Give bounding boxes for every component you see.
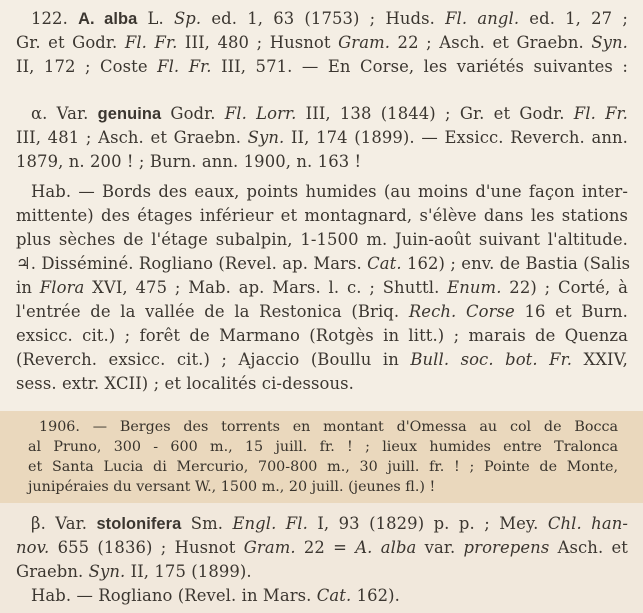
ref-italic: Fl. Fr. [124, 33, 178, 52]
text-run: 655 (1836) ; Husnot [49, 538, 244, 557]
text-run: II, 175 (1899). [125, 562, 252, 581]
ref-italic: Bull. soc. bot. Fr. [410, 350, 573, 369]
stolonifera-line-1 [31, 513, 628, 535]
ref-italic: Fl. Lorr. [224, 104, 297, 123]
note-line-1: 1906. — Berges des torrents en montant d'Omessa au col de Bocca [39, 419, 618, 435]
variety-name: stolonifera [96, 515, 182, 533]
text-run: L. [137, 9, 174, 28]
habitat-line-5 [16, 277, 628, 299]
note-line-3: et Santa Lucia di Mercurio, 700-800 m., 30 juill. fr. ! ; Pointe de Monte, [28, 459, 618, 475]
entry-line-1 [31, 8, 628, 30]
stolonifera-line-2 [16, 537, 628, 559]
text-run: ed. 1, 63 (1753) ; Huds. [201, 9, 446, 28]
text-run: Graebn. [16, 562, 89, 581]
text-run: XVI, 475 ; Mab. ap. Mars. l. c. ; Shuttl. [84, 278, 448, 297]
stolonifera-line-3 [16, 561, 252, 583]
habitat-line-7: exsicc. cit.) ; forêt de Marmano (Rotgès in litt.) ; marais de Quenza [16, 326, 628, 345]
habitat-line-9: sess. extr. XCII) ; et localités ci-dessous. [16, 374, 354, 393]
ref-italic: Syn. [88, 562, 126, 581]
species-name: A. alba [78, 10, 138, 28]
ref-italic: Engl. Fl. [232, 514, 308, 533]
ref-italic: Gram. [243, 538, 296, 557]
text-run: XXIV, [572, 350, 628, 369]
habitat-line-8 [16, 349, 628, 371]
note-line-2: al Pruno, 300 - 600 m., 15 juill. fr. ! ; lieux humides entre Tralonca [28, 439, 618, 455]
genuina-line-2 [16, 127, 628, 149]
text-run: 22) ; Corté, à [501, 278, 628, 297]
ref-italic: Chl. han- [547, 514, 628, 533]
ref-italic: Syn. [247, 128, 285, 147]
ref-italic: Rech. Corse [408, 302, 515, 321]
ref-italic: Fl. Fr. [573, 104, 628, 123]
text-run: III, 138 (1844) ; Gr. et Godr. [296, 104, 574, 123]
text-run: I, 93 (1829) p. p. ; Mey. [307, 514, 548, 533]
ref-italic: Sp. [173, 9, 202, 28]
text-run: 22 = [295, 538, 356, 557]
text-run: ed. 1, 27 ; [519, 9, 628, 28]
text-run: (Reverch. exsicc. cit.) ; Ajaccio (Boullu in [16, 350, 411, 369]
ref-italic: Fl. Fr. [157, 57, 212, 76]
ref-italic: A. alba [355, 538, 417, 557]
text-run: 162) ; env. de Bastia (Salis [401, 254, 631, 273]
ref-italic: Syn. [591, 33, 628, 52]
text-run: III, 481 ; Asch. et Graebn. [16, 128, 248, 147]
entry-line-2 [16, 32, 628, 54]
entry-number: 122. [31, 9, 68, 28]
habitat-line-1: Hab. — Bords des eaux, points humides (au moins d'une façon inter- [31, 182, 628, 201]
ref-italic: Cat. [316, 586, 352, 605]
text-run: II, 174 (1899). — Exsicc. Reverch. ann. [284, 128, 628, 147]
genuina-line-3: 1879, n. 200 ! ; Burn. ann. 1900, n. 163 ! [16, 152, 362, 171]
ref-italic: nov. [16, 538, 50, 557]
habitat-line-2: mittente) des étages inférieur et montagnard, s'élève dans les stations [16, 206, 628, 225]
text-run: 16 et Burn. [514, 302, 628, 321]
text-run: var. [416, 538, 464, 557]
text-run: 162). [351, 586, 400, 605]
variety-name: genuina [97, 105, 162, 123]
ref-italic: Cat. [367, 254, 402, 273]
text-run: l'entrée de la vallée de la Restonica (Briq. [16, 302, 409, 321]
ref-italic: Enum. [447, 278, 502, 297]
habitat-line-4 [16, 253, 631, 275]
ref-italic: prorepens [463, 538, 550, 557]
text-run: II, 172 ; Coste [16, 57, 158, 76]
ref-italic: Flora [39, 278, 85, 297]
text-run: Godr. [161, 104, 225, 123]
text-run: ♃. Disséminé. Rogliano (Revel. ap. Mars. [16, 254, 368, 273]
text-run: in [16, 278, 40, 297]
text-run: Asch. et [549, 538, 628, 557]
text-run: III, 480 ; Husnot [177, 33, 339, 52]
text-run: α. Var. [31, 104, 98, 123]
entry-line-3 [16, 56, 628, 78]
stolonifera-line-4 [31, 585, 400, 607]
note-line-4: junipéraies du versant W., 1500 m., 20 juill. (jeunes fl.) ! [28, 479, 436, 495]
text-run: Sm. [181, 514, 233, 533]
text-run: β. Var. [31, 514, 97, 533]
genuina-line-1 [31, 103, 628, 125]
habitat-line-3: plus sèches de l'étage subalpin, 1-1500 m. Juin-août suivant l'altitude. [16, 230, 628, 249]
ref-italic: Fl. angl. [445, 9, 520, 28]
text-run: 22 ; Asch. et Graebn. [390, 33, 592, 52]
habitat-line-6 [16, 301, 628, 323]
text-run: Gr. et Godr. [16, 33, 125, 52]
text-run: III, 571. — En Corse, les variétés suivantes : [211, 57, 629, 76]
ref-italic: Gram. [338, 33, 391, 52]
text-run: Hab. — Rogliano (Revel. in Mars. [31, 586, 317, 605]
